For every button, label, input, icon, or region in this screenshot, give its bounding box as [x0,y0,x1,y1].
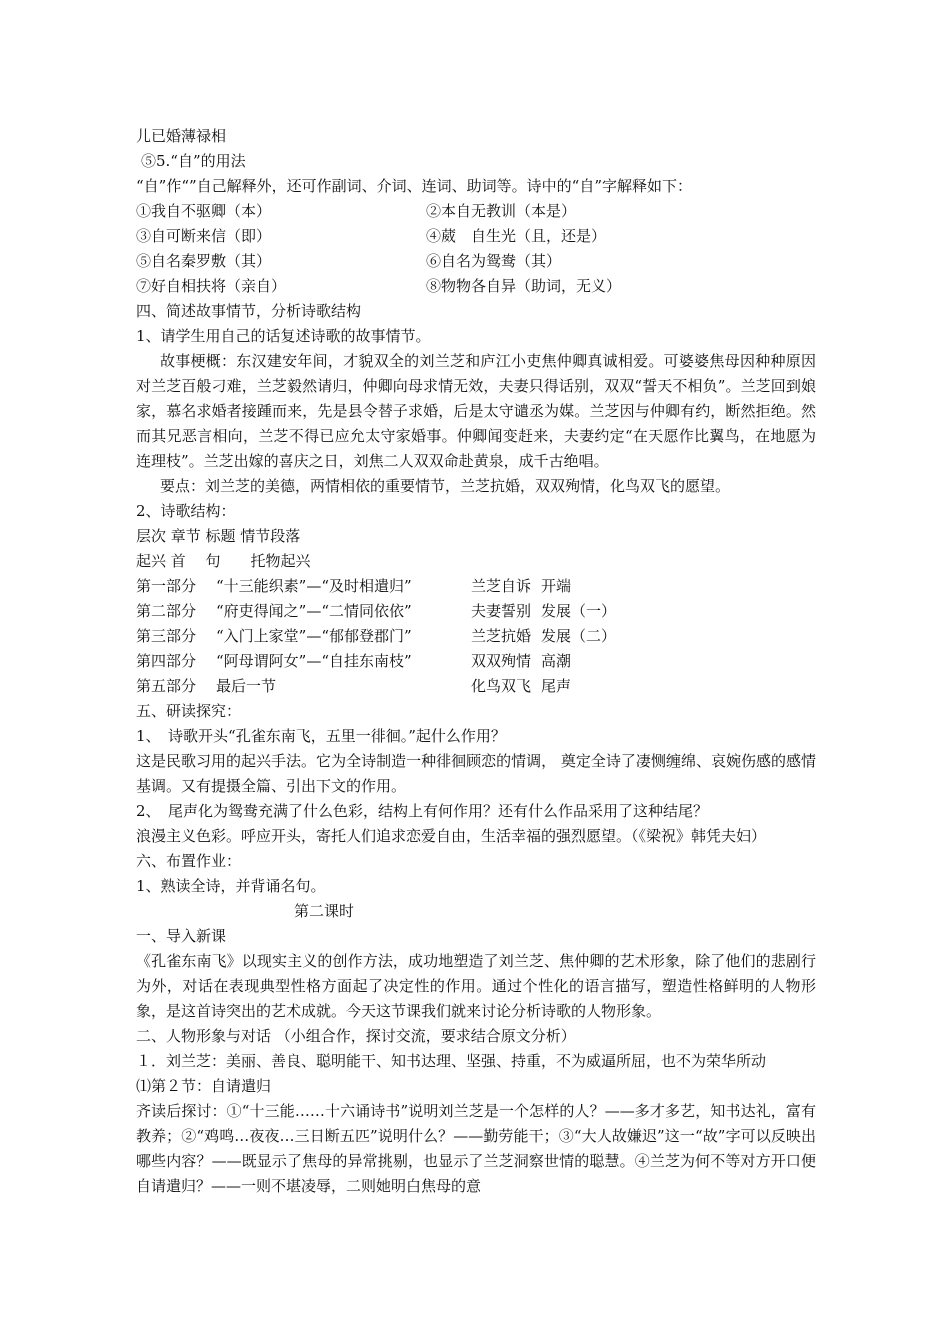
section-heading: 六、布置作业： [136,852,242,870]
answer-line: 浪漫主义色彩。呼应开头，寄托人们追求恋爱自由，生活幸福的强烈愿望。（《梁祝》韩凭夫妇） [136,827,767,845]
structure-row [136,649,816,674]
structure-intro: 起兴 首 句 托物起兴 [136,552,311,570]
structure-row [136,599,816,624]
structure-title: 兰芝自诉 [471,577,532,595]
document-body [136,124,816,1199]
structure-stage: 开端 [541,577,572,595]
character-line: １．刘兰芝：美丽、善良、聪明能干、知书达理、坚强、持重，不为威逼所屈，也不为荣华所动 [136,1052,767,1070]
text-line: “自”作“”自己解释外，还可作副词、介词、连词、助词等。诗中的“自”字解释如下： [136,177,693,195]
text-line: ⑤5.“自”的用法 [141,152,246,170]
usage-item: ①我自不驱卿（本） [136,202,272,220]
usage-item: ②本自无教训（本是） [426,202,577,220]
usage-row [136,224,816,249]
discussion-paragraph: 齐读后探讨：①“十三能……十六诵诗书”说明刘兰芝是一个怎样的人？——多才多艺，知书达礼，富有教养；②“鸡鸣…夜夜…三日断五匹”说明什么？——勤劳能干；③“大人故嫌迟”这一“故”字可以反映出哪些内容？——既显示了焦母的异常挑剔，也显示了兰芝洞察世情的聪慧。④兰芝为何不等对方开口便自请遣归？——一则不堪凌辱，二则她明白焦母的意 [136,1102,816,1195]
subsection-line: ⑴第２节：自请遣归 [136,1077,272,1095]
structure-stage: 发展（一） [541,602,617,620]
keypoints-paragraph: 要点：刘兰芝的美德，两情相依的重要情节，兰芝抗婚，双双殉情，化鸟双飞的愿望。 [160,477,731,495]
section-heading: 一、导入新课 [136,927,227,945]
structure-header: 层次 章节 标题 情节段落 [136,527,301,545]
homework-line: 1、熟读全诗，并背诵名句。 [136,877,326,895]
structure-stage: 尾声 [541,677,572,695]
structure-title: 化鸟双飞 [471,677,532,695]
structure-title: 夫妻誓别 [471,602,532,620]
usage-row [136,249,816,274]
intro-paragraph: 《孔雀东南飞》以现实主义的创作方法，成功地塑造了刘兰芝、焦仲卿的艺术形象，除了他们的悲剧行为外，对话在表现典型性格方面起了决定性的作用。通过个性化的语言描写，塑造性格鲜明的人物形象，是这首诗突出的艺术成就。今天这节课我们就来讨论分析诗歌的人物形象。 [136,952,816,1020]
answer-paragraph: 这是民歌习用的起兴手法。它为全诗制造一种徘徊顾恋的情调， 奠定全诗了凄恻缠绵、哀婉伤感的感情基调。又有提摄全篇、引出下文的作用。 [136,752,816,795]
structure-range: “入门上家堂”—“郁郁登郡门” [216,627,412,645]
structure-stage: 高潮 [541,652,572,670]
structure-row [136,574,816,599]
structure-part: 第四部分 [136,652,197,670]
usage-item: ⑦好自相扶将（亲自） [136,277,287,295]
usage-item: ⑤自名秦罗敷（其） [136,252,272,270]
question-line: 2、诗歌结构： [136,502,236,520]
usage-item: ⑧物物各自异（助词，无义） [426,277,622,295]
structure-part: 第三部分 [136,627,197,645]
section-heading: 五、研读探究： [136,702,242,720]
structure-part: 第五部分 [136,677,197,695]
usage-item: ⑥自名为鸳鸯（其） [426,252,562,270]
question-line: 2、 尾声化为鸳鸯充满了什么色彩，结构上有何作用？还有什么作品采用了这种结尾？ [136,802,709,820]
section-heading: 二、人物形象与对话 （小组合作，探讨交流，要求结合原文分析） [136,1027,576,1045]
structure-title: 兰芝抗婚 [471,627,532,645]
usage-item: ③自可断来信（即） [136,227,272,245]
usage-row [136,199,816,224]
usage-row [136,274,816,299]
structure-range: “十三能织素”—“及时相遣归” [216,577,412,595]
question-line: 1、 诗歌开头“孔雀东南飞，五里一徘徊。”起什么作用？ [136,727,506,745]
structure-title: 双双殉情 [471,652,532,670]
structure-range: “阿母谓阿女”—“自挂东南枝” [216,652,412,670]
structure-stage: 发展（二） [541,627,617,645]
structure-part: 第一部分 [136,577,197,595]
usage-item: ④葳 自生光（且，还是） [426,227,607,245]
question-line: 1、请学生用自己的话复述诗歌的故事情节。 [136,327,431,345]
structure-row [136,624,816,649]
structure-row [136,674,816,699]
story-paragraph: 故事梗概：东汉建安年间，才貌双全的刘兰芝和庐江小吏焦仲卿真诚相爱。可婆婆焦母因种种原因对兰芝百般刁难，兰芝毅然请归，仲卿向母求情无效，夫妻只得话别，双双“誓天不相负”。兰芝回到娘家，慕名求婚者接踵而来，先是县令替子求婚，后是太守谴丞为媒。兰芝因与仲卿有约，断然拒绝。然而其兄恶言相向，兰芝不得已应允太守家婚事。仲卿闻变赶来，夫妻约定“在天愿作比翼鸟，在地愿为连理枝”。兰芝出嫁的喜庆之日，刘焦二人双双命赴黄泉，成千古绝唱。 [136,352,816,470]
structure-range: “府吏得闻之”—“二情同依依” [216,602,412,620]
section-heading: 四、简述故事情节，分析诗歌结构 [136,302,362,320]
structure-range: 最后一节 [216,677,277,695]
lesson-title: 第二课时 [294,902,355,920]
structure-part: 第二部分 [136,602,197,620]
text-line: 儿已婚薄禄相 [136,127,227,145]
